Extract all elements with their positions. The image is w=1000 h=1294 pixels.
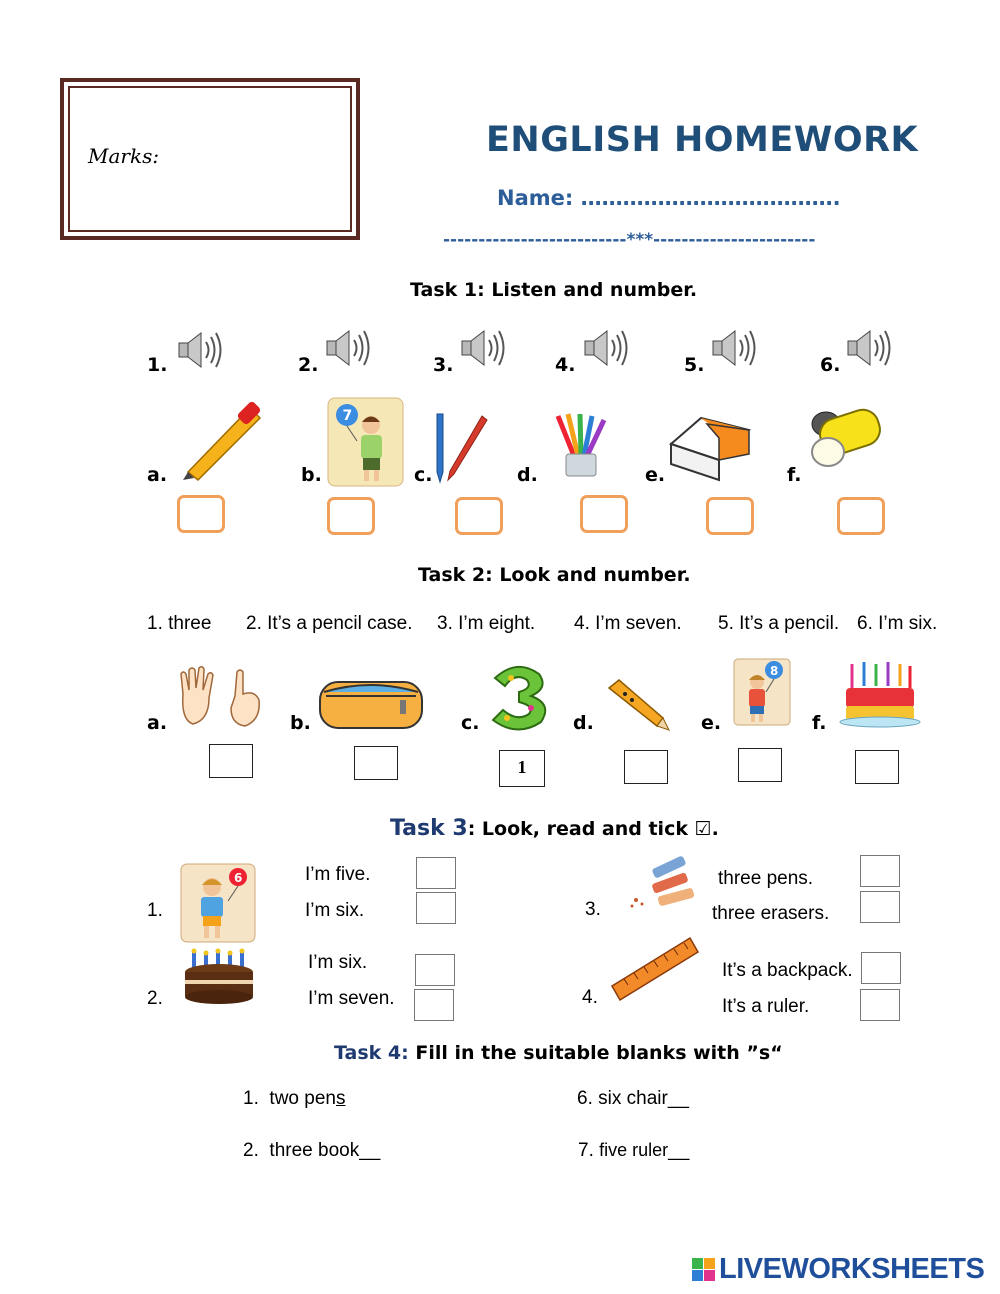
task1-letter-f: f. xyxy=(787,464,802,486)
task3-heading xyxy=(390,816,719,841)
task2-letter-c: c. xyxy=(461,712,480,734)
task3-item4-option-1: It’s a backpack. xyxy=(722,960,853,981)
task4-item-6-blank[interactable]: __ xyxy=(667,1088,689,1109)
task3-item1-option-2: I’m six. xyxy=(305,900,365,921)
task4-heading xyxy=(334,1042,783,1064)
task4-item-1-text: two pen xyxy=(269,1088,336,1109)
task2-option-4: 4. I’m seven. xyxy=(574,613,682,634)
task3-item1-number: 1. xyxy=(147,900,163,921)
speaker-icon[interactable] xyxy=(177,330,223,370)
svg-text:7: 7 xyxy=(342,408,353,424)
task1-letter-d: d. xyxy=(517,464,538,486)
task1-answer-box-e[interactable] xyxy=(706,497,754,535)
task2-option-1: 1. three xyxy=(147,613,212,634)
header-divider: --------------------------***----------------------- xyxy=(443,230,816,250)
task1-answer-box-d[interactable] xyxy=(580,495,628,533)
task1-answer-box-c[interactable] xyxy=(455,497,503,535)
task3-item3-number: 3. xyxy=(585,899,601,920)
task1-answer-box-b[interactable] xyxy=(327,497,375,535)
task4-item-1-answer[interactable]: s xyxy=(335,1088,346,1109)
task3-heading-rest: : Look, read and tick ☑. xyxy=(467,818,719,840)
task2-option-3: 3. I’m eight. xyxy=(437,613,536,634)
tick-box[interactable] xyxy=(415,954,455,986)
task2-letter-a: a. xyxy=(147,712,168,734)
speaker-icon[interactable] xyxy=(460,328,506,368)
task3-item2-option-1: I’m six. xyxy=(308,952,368,973)
speaker-icon[interactable] xyxy=(846,328,892,368)
task1-heading: Task 1: Listen and number. xyxy=(410,279,698,301)
task1-answer-box-a[interactable] xyxy=(177,495,225,533)
speaker-icon[interactable] xyxy=(711,328,757,368)
ruler-picture xyxy=(610,936,700,1004)
name-field-label: Name: ………………………………. xyxy=(497,186,841,210)
glue-stick-picture xyxy=(806,406,890,472)
task3-item3-option-2: three erasers. xyxy=(712,903,830,924)
task1-audio-number-3: 3. xyxy=(433,354,454,376)
tick-box[interactable] xyxy=(414,989,454,1021)
boy-with-balloon-picture xyxy=(327,397,404,487)
erasers-picture xyxy=(622,858,696,914)
task4-item-6-number: 6. xyxy=(577,1088,593,1109)
task1-audio-number-6: 6. xyxy=(820,354,841,376)
hands-picture xyxy=(175,664,267,730)
tick-box[interactable] xyxy=(860,989,900,1021)
task4-item-1 xyxy=(243,1088,345,1110)
task1-letter-e: e. xyxy=(645,464,666,486)
tick-box[interactable] xyxy=(416,857,456,889)
task2-answer-box-c[interactable]: 1 xyxy=(499,750,545,787)
page-title: ENGLISH HOMEWORK xyxy=(486,120,919,160)
task4-item-2-number: 2. xyxy=(243,1140,259,1161)
pen-picture xyxy=(180,400,266,482)
task4-item-6-text: six chair xyxy=(598,1088,668,1109)
task4-item-2 xyxy=(243,1140,380,1162)
task2-answer-box-b[interactable] xyxy=(354,746,398,780)
task2-letter-b: b. xyxy=(290,712,311,734)
speaker-icon[interactable] xyxy=(583,328,629,368)
task4-item-7 xyxy=(578,1140,689,1162)
task4-item-1-number: 1. xyxy=(243,1088,259,1109)
speaker-icon[interactable] xyxy=(325,328,371,368)
task4-item-6 xyxy=(577,1088,689,1110)
task2-letter-d: d. xyxy=(573,712,594,734)
task1-answer-box-f[interactable] xyxy=(837,497,885,535)
svg-text:6: 6 xyxy=(234,871,243,885)
liveworksheets-logo-icon xyxy=(692,1258,716,1282)
task2-option-5: 5. It’s a pencil. xyxy=(718,613,840,634)
marks-label: Marks: xyxy=(88,144,160,168)
task2-option-6: 6. I’m six. xyxy=(857,613,938,634)
tick-box[interactable] xyxy=(416,892,456,924)
task3-heading-task: Task 3 xyxy=(390,816,468,841)
task1-letter-b: b. xyxy=(301,464,322,486)
task3-item3-option-1: three pens. xyxy=(718,868,814,889)
svg-text:8: 8 xyxy=(770,664,779,678)
task1-letter-a: a. xyxy=(147,464,168,486)
task3-item2-number: 2. xyxy=(147,988,163,1009)
task4-item-7-blank[interactable]: __ xyxy=(668,1140,690,1161)
number-three-picture xyxy=(487,664,553,732)
task1-letter-c: c. xyxy=(414,464,433,486)
task3-item4-option-2: It’s a ruler. xyxy=(722,996,810,1017)
task1-audio-number-2: 2. xyxy=(298,354,319,376)
task2-option-2: 2. It’s a pencil case. xyxy=(246,613,413,634)
task3-item1-option-1: I’m five. xyxy=(305,864,371,885)
pencils-picture xyxy=(430,410,490,484)
eraser-picture xyxy=(667,408,753,482)
colored-pencils-cup-picture xyxy=(550,414,612,478)
tick-box[interactable] xyxy=(861,952,901,984)
tick-box[interactable] xyxy=(860,891,900,923)
task4-heading-task: Task 4: xyxy=(334,1042,409,1064)
pencil-character-picture xyxy=(605,678,671,732)
birthday-cake-picture xyxy=(838,658,922,728)
boy-with-balloon-6-picture xyxy=(180,863,256,943)
tick-box[interactable] xyxy=(860,855,900,887)
task4-item-7-text: five ruler xyxy=(599,1140,669,1160)
task2-answer-box-a[interactable] xyxy=(209,744,253,778)
girl-with-balloon-picture xyxy=(733,658,791,726)
marks-box xyxy=(60,78,360,240)
task2-answer-box-f[interactable] xyxy=(855,750,899,784)
task2-letter-e: e. xyxy=(701,712,722,734)
task2-answer-box-e[interactable] xyxy=(738,748,782,782)
task4-item-7-number: 7. xyxy=(578,1140,594,1161)
task1-audio-number-5: 5. xyxy=(684,354,705,376)
task4-item-2-text: three book xyxy=(269,1140,360,1161)
task3-item4-number: 4. xyxy=(582,987,598,1008)
task2-heading: Task 2: Look and number. xyxy=(418,564,691,586)
task4-heading-rest: Fill in the suitable blanks with ”s“ xyxy=(408,1042,783,1064)
chocolate-cake-picture xyxy=(182,950,256,1006)
task4-item-2-blank[interactable]: __ xyxy=(359,1140,381,1161)
task2-letter-f: f. xyxy=(812,712,827,734)
task1-audio-number-4: 4. xyxy=(555,354,576,376)
task2-answer-box-d[interactable] xyxy=(624,750,668,784)
liveworksheets-brand[interactable]: LIVEWORKSHEETS xyxy=(719,1253,985,1285)
pencil-case-picture xyxy=(318,676,424,732)
task3-item2-option-2: I’m seven. xyxy=(308,988,395,1009)
task1-audio-number-1: 1. xyxy=(147,354,168,376)
